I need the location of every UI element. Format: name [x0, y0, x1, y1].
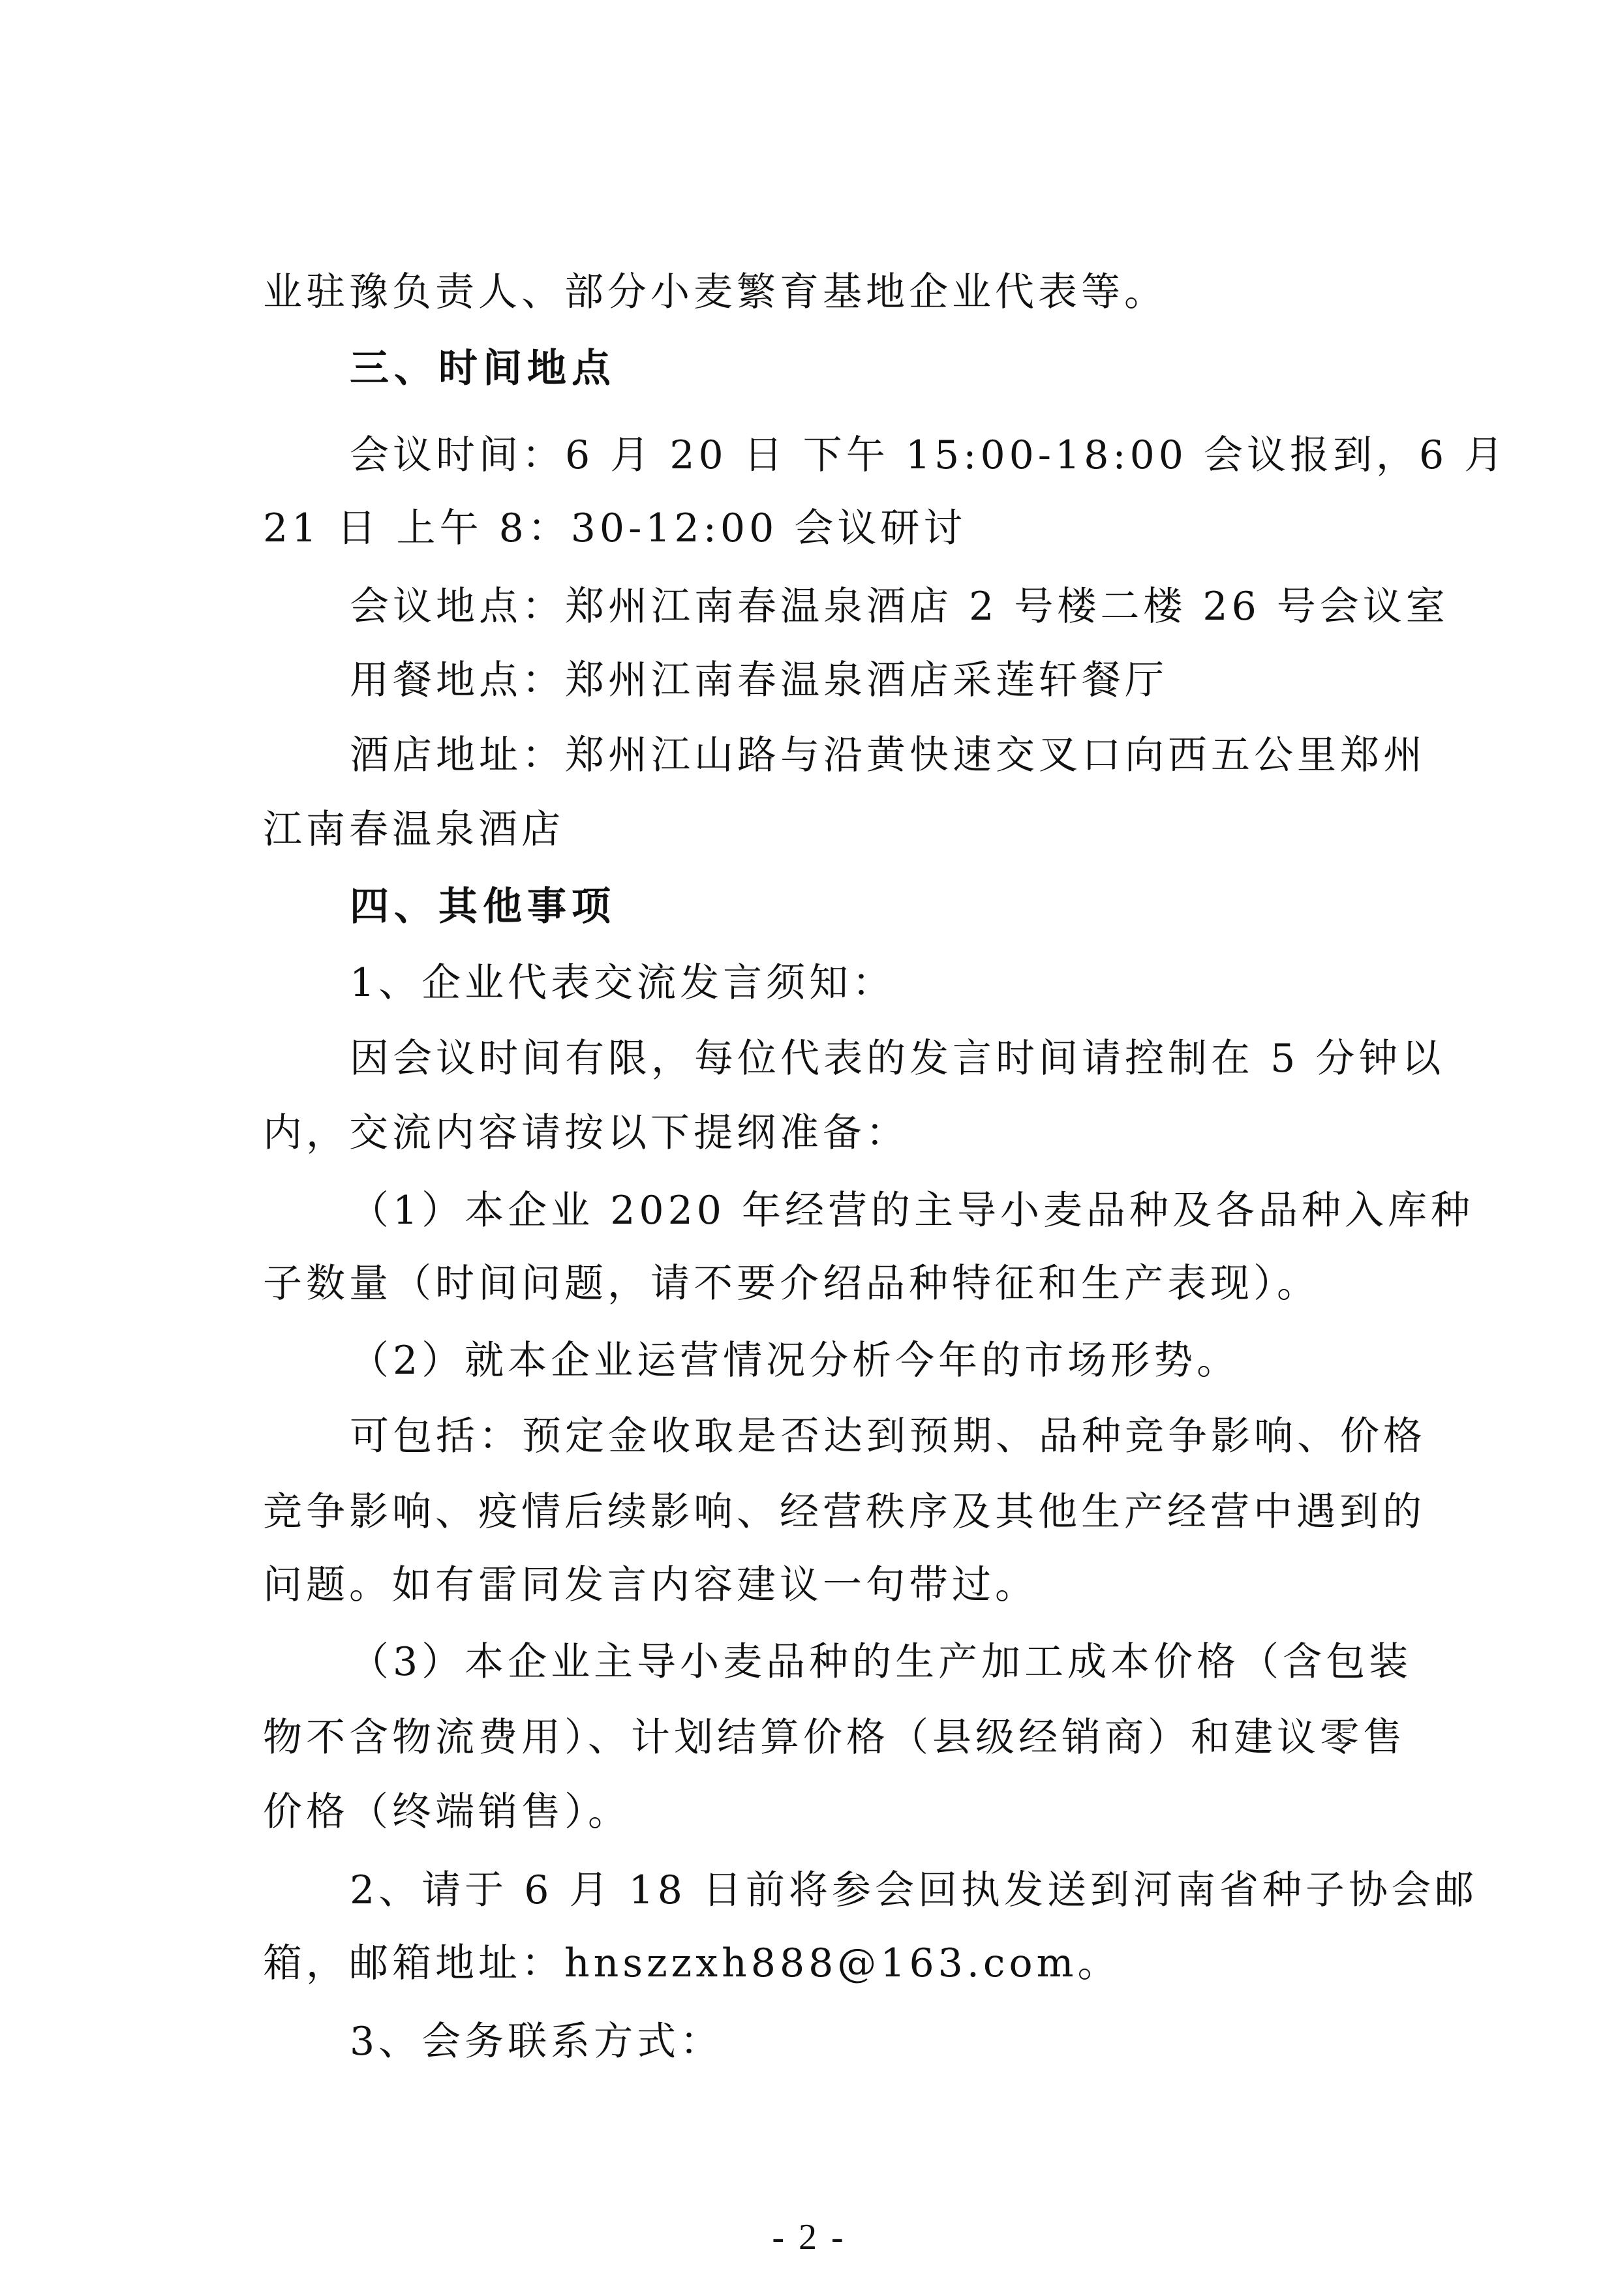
body-line: 物不含物流费用）、计划结算价格（县级经销商）和建议零售 — [263, 1715, 1406, 1760]
body-line: 内，交流内容请按以下提纲准备： — [263, 1110, 909, 1156]
body-line: （2）就本企业运营情况分析今年的市场形势。 — [350, 1338, 1240, 1383]
body-line: 21 日 上午 8：30-12:00 会议研讨 — [263, 506, 967, 551]
body-line: 会议时间：6 月 20 日 下午 15:00-18:00 会议报到，6 月 — [350, 432, 1508, 478]
body-line: （1）本企业 2020 年经营的主导小麦品种及各品种入库种 — [350, 1188, 1474, 1233]
section-heading-time-location: 三、时间地点 — [350, 346, 616, 391]
body-line: （3）本企业主导小麦品种的生产加工成本价格（含包装 — [350, 1639, 1412, 1685]
body-line: 问题。如有雷同发言内容建议一句带过。 — [263, 1562, 1038, 1608]
page-number: - 2 - — [772, 2217, 846, 2258]
body-line: 2、请于 6 月 18 日前将参会回执发送到河南省种子协会邮 — [350, 1867, 1478, 1913]
body-line: 1、企业代表交流发言须知： — [350, 960, 896, 1006]
body-line: 酒店地址：郑州江山路与沿黄快速交叉口向西五公里郑州 — [350, 733, 1426, 778]
body-line: 3、会务联系方式： — [350, 2019, 724, 2064]
body-line: 价格（终端销售）。 — [263, 1789, 631, 1835]
body-line: 箱，邮箱地址：hnszzxh888@163.com。 — [263, 1941, 1121, 1986]
body-line: 江南春温泉酒店 — [263, 807, 564, 853]
body-line: 用餐地点：郑州江南春温泉酒店采莲轩餐厅 — [350, 657, 1168, 703]
body-line: 竞争影响、疫情后续影响、经营秩序及其他生产经营中遇到的 — [263, 1489, 1426, 1535]
body-line: 可包括：预定金收取是否达到预期、品种竞争影响、价格 — [350, 1413, 1426, 1459]
body-line: 因会议时间有限，每位代表的发言时间请控制在 5 分钟以 — [350, 1036, 1445, 1081]
body-line: 业驻豫负责人、部分小麦繁育基地企业代表等。 — [263, 269, 1167, 315]
body-line: 会议地点：郑州江南春温泉酒店 2 号楼二楼 26 号会议室 — [350, 584, 1449, 629]
section-heading-other-matters: 四、其他事项 — [350, 884, 616, 929]
body-line: 子数量（时间问题，请不要介绍品种特征和生产表现）。 — [263, 1261, 1320, 1307]
